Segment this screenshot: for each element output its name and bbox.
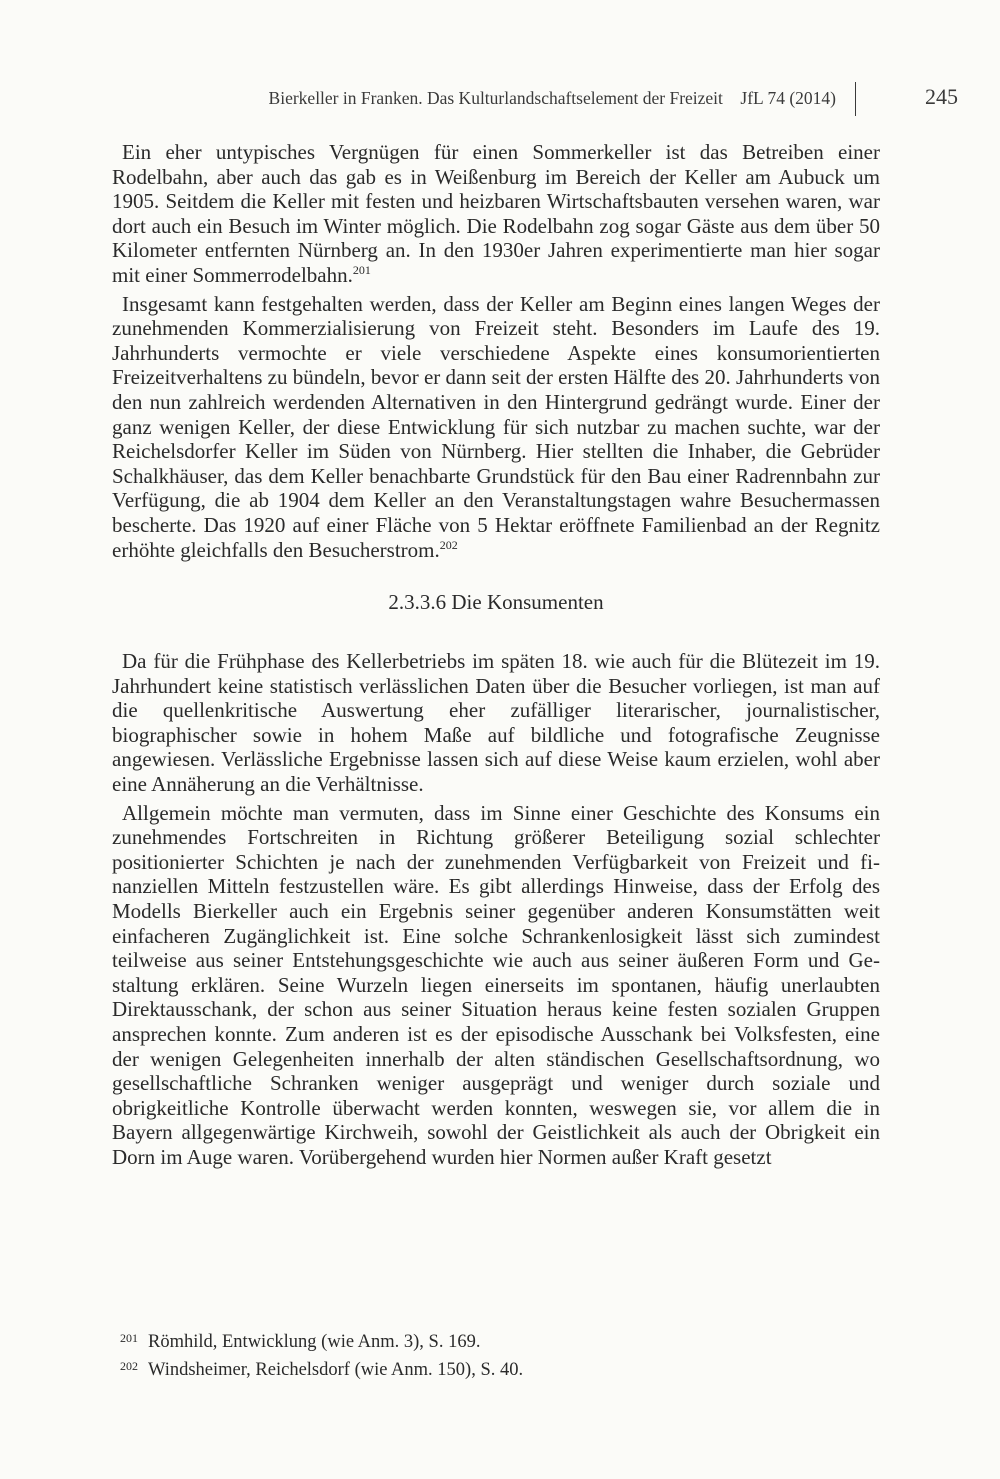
- page-number: 245: [925, 84, 958, 109]
- paragraph-text: Insgesamt kann festgehalten werden, dass der Keller am Beginn eines langen Weges der zunehmenden Kommerzialisierung von Freizeit steht. Besonders im Laufe des 19. Jahrhunderts vermochte er viele verschiedene Aspekte eines konsumorientierten Freizeitverhaltens zu bündeln, bevor er dann seit der ersten Hälfte des 20. Jahrhunderts von den nun zahlreich werdenden Alternativen in den Hintergrund gedrängt wurde. Einer der ganz wenigen Keller, der diese Entwicklung für sich nutzbar zu machen suchte, war der Reichelsdorfer Keller im Süden von Nürnberg. Hier stellten die Inhaber, die Gebrüder Schalkhäuser, das dem Keller benachbarte Grundstück für den Bau einer Radrennbahn zur Verfügung, die ab 1904 dem Keller an den Veranstaltungstagen wahre Besuchermassen bescherte. Das 1920 auf einer Fläche von 5 Hektar eröffnete Familienbad an der Regnitz erhöhte gleichfalls den Besucherstrom.: [112, 291, 880, 562]
- header-running-text: [269, 88, 836, 109]
- paragraph: [112, 649, 880, 797]
- footnote: [112, 1355, 880, 1382]
- journal-citation: JfL 74 (2014): [740, 88, 836, 108]
- running-header: [230, 86, 958, 120]
- section-heading: 2.3.3.6 Die Konsumenten: [388, 590, 604, 615]
- footnote: [112, 1327, 880, 1354]
- running-title: Bierkeller in Franken. Das Kulturlandschaftselement der Freizeit: [268, 88, 723, 108]
- paragraph: [112, 292, 880, 563]
- footnotes: [112, 1327, 880, 1383]
- footnote-ref[interactable]: 201: [352, 262, 371, 277]
- paragraph-text: Da für die Frühphase des Kellerbetriebs im späten 18. wie auch für die Blütezeit im 19. Jahrhundert keine statistisch verlässlichen Daten über die Besucher vorliegen, ist man auf die quellenkritische Auswertung eher zufälliger literarischer, journalistischer, biographischer sowie in hohem Maße auf bildliche und fotografische Zeugnisse angewiesen. Verlässliche Ergebnisse lassen sich auf diese Weise kaum erzielen, wohl aber eine Annäherung an die Verhältnisse.: [112, 649, 880, 797]
- footnote-number: 202: [120, 1359, 138, 1373]
- header-separator: [855, 82, 857, 116]
- footnote-ref[interactable]: 202: [439, 537, 458, 552]
- paragraph-text: Allgemein möchte man vermuten, dass im Sinne einer Geschichte des Konsums ein zunehmendes Fortschreiten in Richtung größerer Beteiligung sozial schlechter positionierter Schichten je nach der zunehmenden Verfügbarkeit von Freizeit und finanziellen Mitteln festzustellen wäre. Es gibt allerdings Hinweise, dass der Erfolg des Modells Bierkeller auch ein Ergebnis seiner gegenüber anderen Konsumstätten weit einfacheren Zugänglichkeit ist. Eine solche Schrankenlosigkeit lässt sich zumindest teilweise aus seiner Entstehungsgeschichte wie auch aus seiner äußeren Form und Gestaltung erklären. Seine Wurzeln liegen einerseits im spontanen, häufig unerlaubten Direktausschank, der schon aus seiner Situation heraus keine festen sozialen Gruppen ansprechen konnte. Zum anderen ist es der episodische Ausschank bei Volksfesten, eine der wenigen Gelegenheiten innerhalb der alten ständischen Gesellschaftsordnung, wo gesellschaftliche Schranken weniger ausgeprägt und weniger durch soziale und obrigkeitliche Kontrolle überwacht werden konnten, weswegen sie, vor allem die in Bayern allgegenwärtige Kirchweih, sowohl der Geistlichkeit als auch der Obrigkeit ein Dorn im Auge waren. Vorübergehend wurden hier Normen außer Kraft gesetzt: [112, 800, 880, 1169]
- footnote-number: 201: [120, 1331, 138, 1345]
- footnote-text: Windsheimer, Reichelsdorf (wie Anm. 150), S. 40.: [148, 1360, 524, 1380]
- main-text: [112, 140, 880, 1174]
- paragraph-text: Ein eher untypisches Vergnügen für einen Sommerkeller ist das Betreiben einer Rodelbahn, aber auch das gab es in Weißenburg im Bereich der Keller am Aubuck um 1905. Seitdem die Keller mit festen und heizbaren Wirtschaftsbauten versehen waren, war dort auch ein Besuch im Winter möglich. Die Rodelbahn zog sogar Gäste aus dem über 50 Kilometer entfernten Nürnberg an. In den 1930er Jahren experimentierte man hier sogar mit einer Sommerrodelbahn.: [112, 140, 880, 287]
- paragraph: [112, 140, 880, 288]
- paragraph: [112, 801, 880, 1170]
- footnote-text: Römhild, Entwicklung (wie Anm. 3), S. 169.: [148, 1332, 481, 1352]
